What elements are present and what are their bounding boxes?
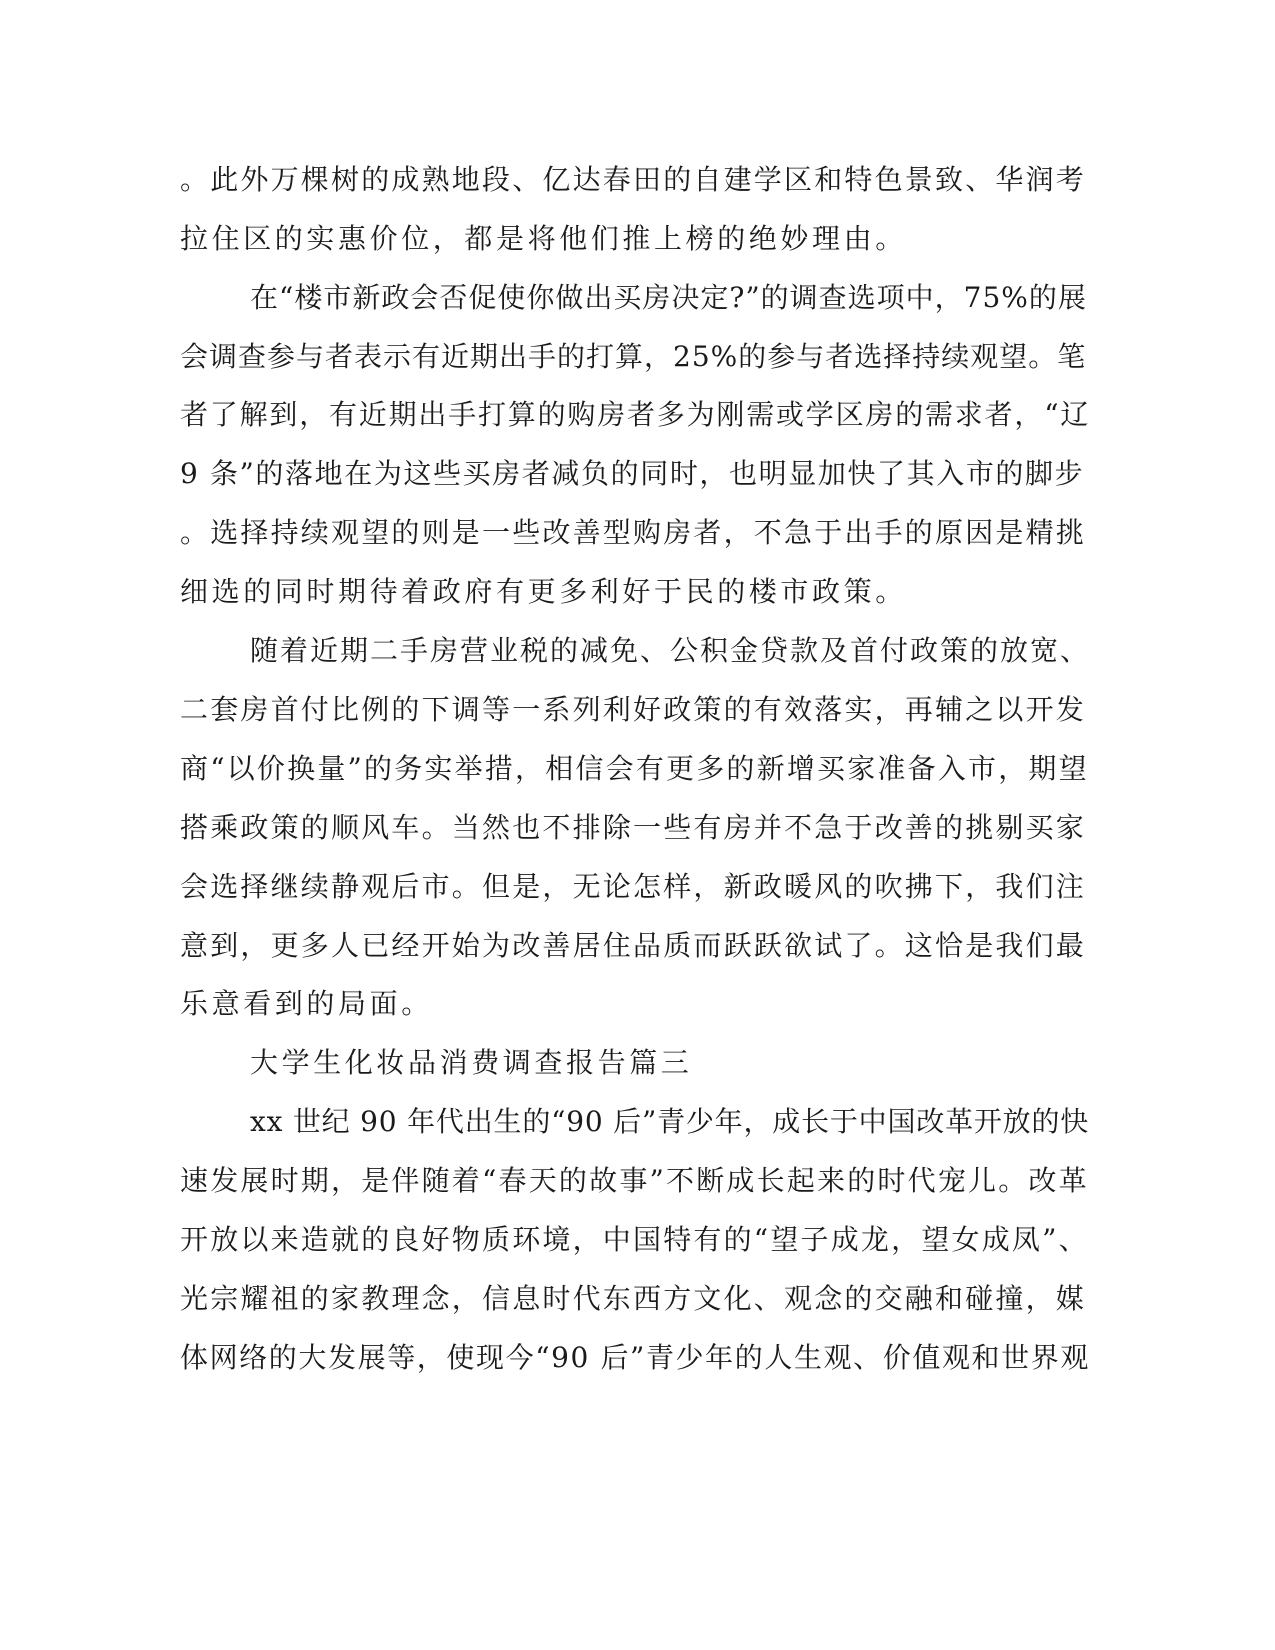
text-line: 意到，更多人已经开始为改善居住品质而跃跃欲试了。这恰是我们最 <box>180 929 1087 962</box>
text-line: 光宗耀祖的家教理念，信息时代东西方文化、观念的交融和碰撞，媒 <box>180 1282 1087 1315</box>
text-line: 者了解到，有近期出手打算的购房者多为刚需或学区房的需求者，“辽 <box>180 398 1091 431</box>
text-line: 体网络的大发展等，使现今“90 后”青少年的人生观、价值观和世界观 <box>180 1341 1090 1374</box>
section-heading: 大学生化妆品消费调查报告篇三 <box>250 1046 693 1079</box>
paragraph-first-line: 在“楼市新政会否促使你做出买房决定?”的调查选项中，75%的展 <box>250 281 1087 314</box>
text-line: 会调查参与者表示有近期出手的打算，25%的参与者选择持续观望。笔 <box>180 340 1087 373</box>
text-line: 搭乘政策的顺风车。当然也不排除一些有房并不急于改善的挑剔买家 <box>180 811 1087 844</box>
text-line: 。此外万棵树的成熟地段、亿达春田的自建学区和特色景致、华润考 <box>180 163 1087 196</box>
paragraph-first-line: 随着近期二手房营业税的减免、公积金贷款及首付政策的放宽、 <box>250 634 1091 667</box>
text-line: 商“以价换量”的务实举措，相信会有更多的新增买家准备入市，期望 <box>180 752 1089 785</box>
text-line: 会选择继续静观后市。但是，无论怎样，新政暖风的吹拂下，我们注 <box>180 870 1087 903</box>
text-line: 开放以来造就的良好物质环境，中国特有的“望子成龙，望女成凤”、 <box>180 1223 1089 1256</box>
text-line: 细选的同时期待着政府有更多利好于民的楼市政策。 <box>180 575 907 608</box>
paragraph-first-line: xx 世纪 90 年代出生的“90 后”青少年，成长于中国改革开放的快 <box>250 1105 1090 1138</box>
text-line: 拉住区的实惠价位，都是将他们推上榜的绝妙理由。 <box>180 222 907 255</box>
text-line: 速发展时期，是伴随着“春天的故事”不断成长起来的时代宠儿。改革 <box>180 1164 1089 1197</box>
text-line: 乐意看到的局面。 <box>180 987 433 1020</box>
text-line: 二套房首付比例的下调等一系列利好政策的有效落实，再辅之以开发 <box>180 693 1087 726</box>
text-line: 。选择持续观望的则是一些改善型购房者，不急于出手的原因是精挑 <box>180 516 1087 549</box>
text-line: 9 条”的落地在为这些买房者减负的同时，也明显加快了其入市的脚步 <box>180 457 1085 490</box>
